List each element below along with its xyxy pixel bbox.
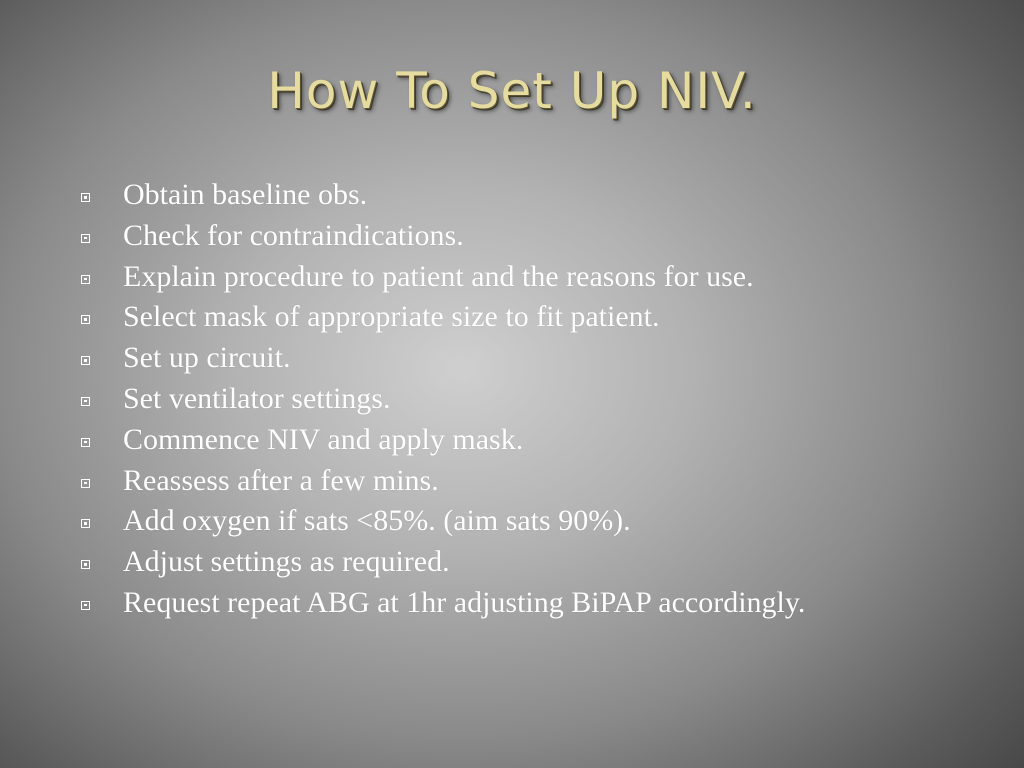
- list-item-text: Set up circuit.: [123, 341, 291, 375]
- square-bullet-icon: [81, 397, 90, 406]
- list-item: [78, 505, 958, 537]
- square-bullet-icon: [81, 275, 90, 284]
- list-item-text: Obtain baseline obs.: [123, 178, 368, 211]
- square-bullet-icon: [81, 234, 90, 243]
- list-item: [78, 383, 958, 415]
- square-bullet-icon: [81, 315, 90, 324]
- list-item-text: Adjust settings as required.: [123, 545, 450, 579]
- list-item: [78, 261, 958, 293]
- list-item: [78, 587, 958, 619]
- list-item-text: Explain procedure to patient and the reasons for use.: [123, 259, 754, 293]
- list-item: [78, 424, 958, 456]
- list-item-text: Select mask of appropriate size to fit patient.: [123, 300, 660, 334]
- list-item-text: Check for contraindications.: [123, 218, 464, 252]
- list-item-text: Request repeat ABG at 1hr adjusting BiPAP accordingly.: [123, 585, 806, 619]
- list-item: [78, 301, 958, 333]
- square-bullet-icon: [81, 560, 90, 569]
- square-bullet-icon: [81, 479, 90, 488]
- list-item: [78, 465, 958, 497]
- square-bullet-icon: [81, 519, 90, 528]
- list-item-text: Set ventilator settings.: [123, 381, 391, 415]
- list-item: [78, 179, 958, 211]
- list-item-text: Add oxygen if sats <85%. (aim sats 90%).: [123, 504, 631, 538]
- slide-title: How To Set Up NIV.: [267, 62, 757, 120]
- list-item: [78, 546, 958, 578]
- list-item-text: Commence NIV and apply mask.: [123, 422, 524, 456]
- square-bullet-icon: [81, 193, 90, 202]
- square-bullet-icon: [81, 438, 90, 447]
- bullet-list: [78, 179, 958, 628]
- list-item-text: Reassess after a few mins.: [123, 463, 439, 497]
- square-bullet-icon: [81, 356, 90, 365]
- list-item: [78, 220, 958, 252]
- list-item: [78, 342, 958, 374]
- square-bullet-icon: [81, 601, 90, 610]
